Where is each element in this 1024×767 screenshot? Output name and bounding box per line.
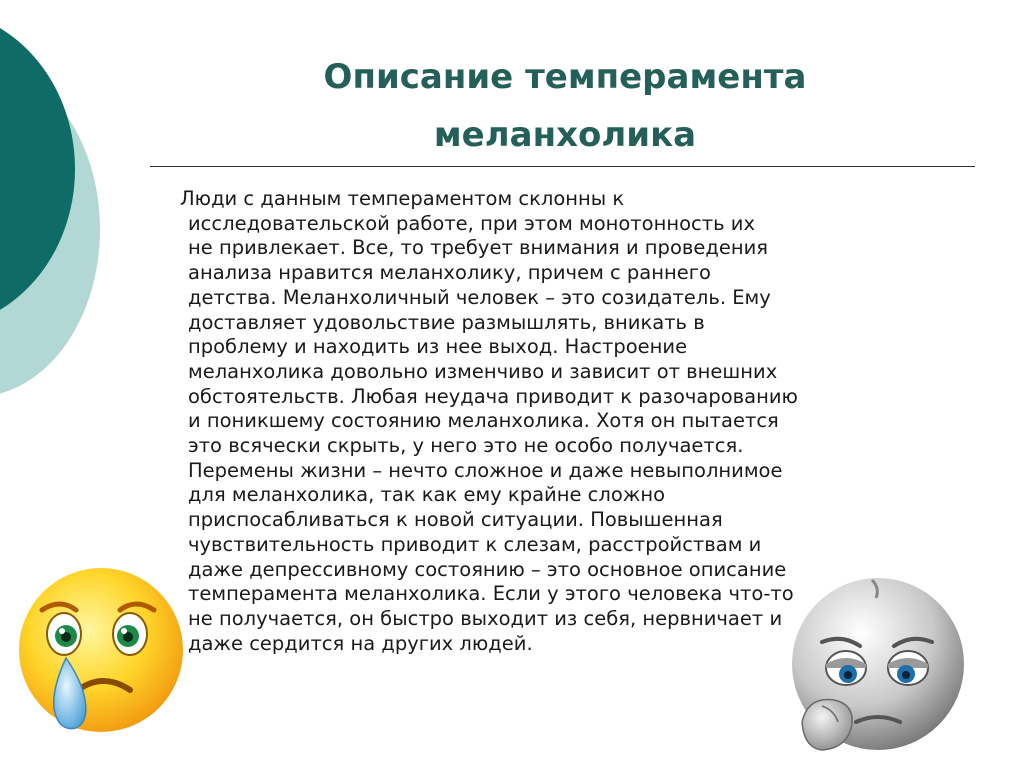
body-text-line: даже сердится на других людей. (188, 631, 533, 655)
slide-title (150, 48, 980, 164)
body-text-line: и поникшему состоянию меланхолика. Хотя он пытается (188, 409, 779, 433)
body-text-line: приспосабливаться к новой ситуации. Повышенная (188, 508, 723, 532)
slide-title-line: меланхолика (433, 115, 697, 155)
body-text-line: Люди с данным темпераментом склонны к (180, 187, 625, 210)
body-text-line: детства. Меланхоличный человек – это созидатель. Ему (188, 285, 771, 309)
body-text-line: Перемены жизни – нечто сложное и даже невыполнимое (188, 458, 783, 482)
body-text-line: проблему и находить из нее выход. Настроение (188, 335, 688, 359)
title-divider (150, 166, 975, 167)
body-text-line: это всячески скрыть, у него это не особо получается. (188, 434, 744, 457)
body-text-line: доставляет удовольствие размышлять, вникать в (188, 310, 705, 334)
body-text-line: анализа нравится меланхолику, причем с раннего (188, 261, 711, 285)
body-text-line: меланхолика довольно изменчиво и зависит от внешних (188, 359, 778, 383)
body-text-line: не получается, он быстро выходит из себя, нервничает и (188, 606, 783, 630)
body-text-line: темперамента меланхолика. Если у этого человека что-то (188, 582, 794, 606)
slide-title-line: Описание темперамента (323, 57, 807, 97)
body-text-line: чувствительность приводит к слезам, расстройствам и (188, 532, 762, 556)
body-text-line: даже депрессивному состоянию – это основное описание (188, 557, 787, 581)
body-text-line: для меланхолика, так как ему крайне сложно (188, 483, 665, 507)
crying-yellow-smiley-icon (8, 560, 188, 740)
body-text-line: не привлекает. Все, то требует внимания и проведения (188, 236, 768, 260)
sad-grey-smiley-icon (782, 572, 972, 757)
body-text-line: обстоятельств. Любая неудача приводит к разочарованию (188, 384, 798, 408)
body-text-line: исследовательской работе, при этом монотонность их (188, 211, 756, 235)
